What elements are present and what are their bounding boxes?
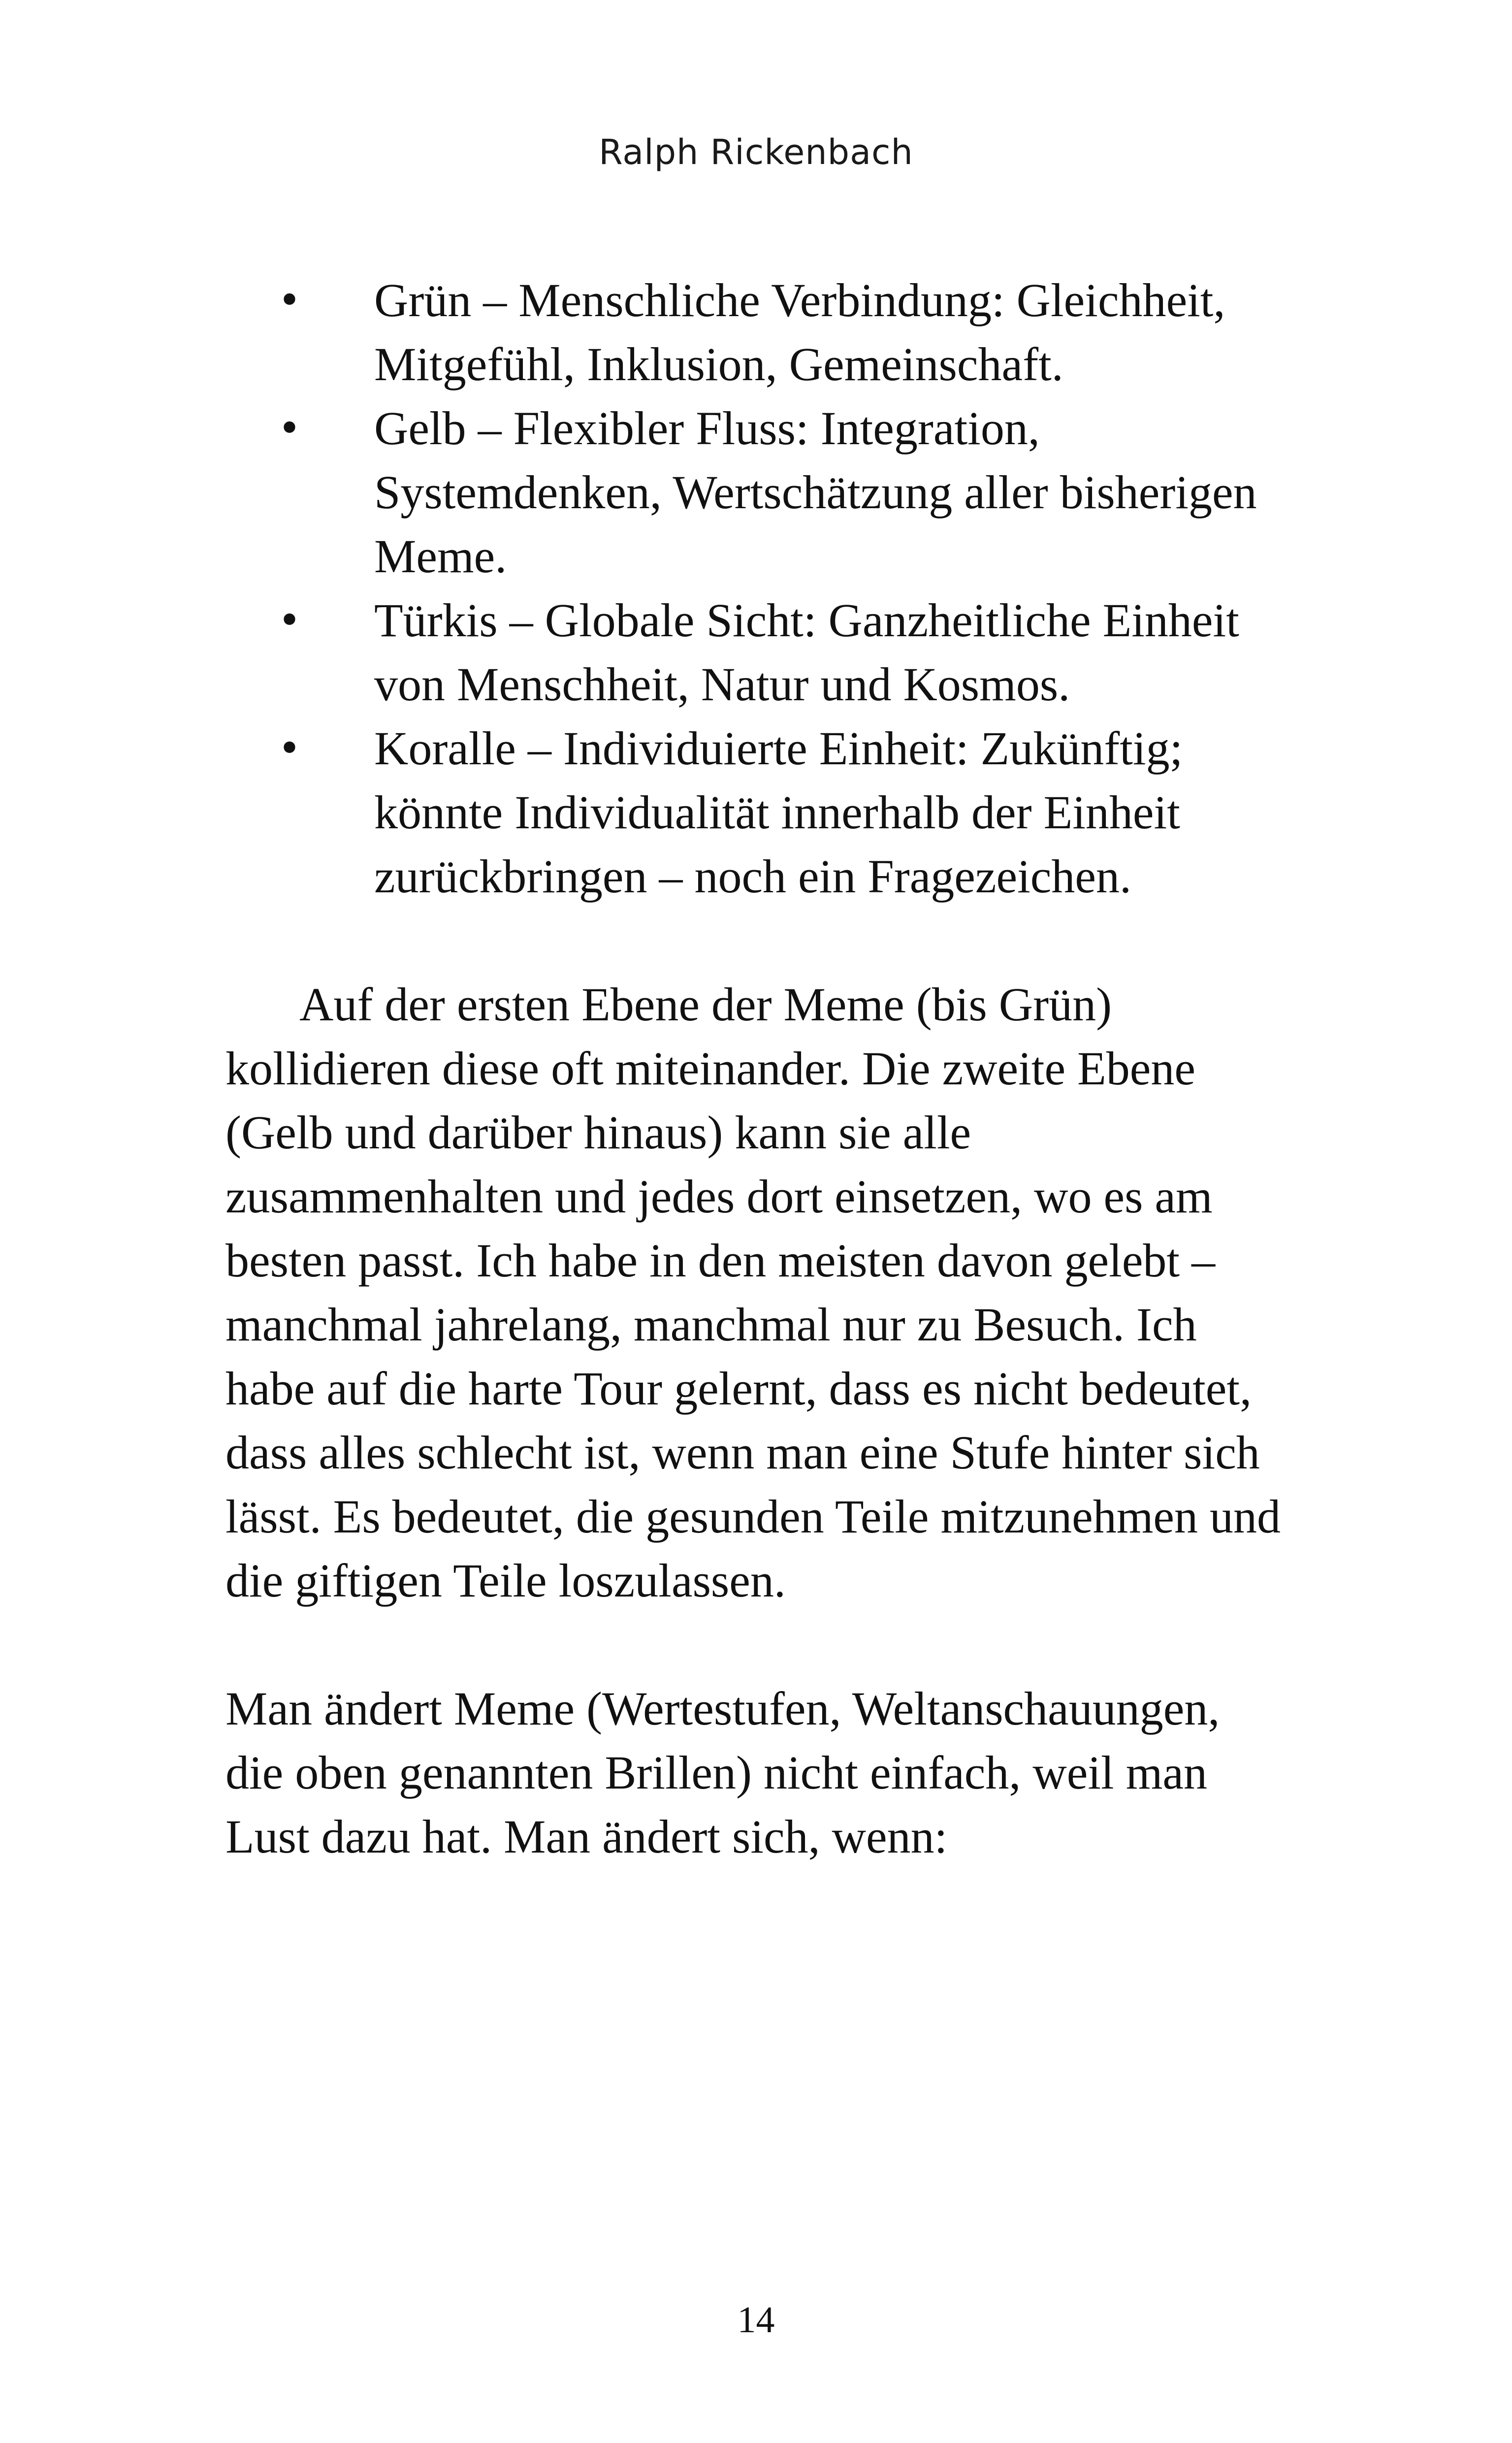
list-item: [225, 268, 1289, 396]
list-item-text: Gelb – Flexibler Fluss: Integration, Systemdenken, Wertschätzung aller bisherigen Meme.: [374, 402, 1257, 583]
list-item-text: Koralle – Individuierte Einheit: Zukünftig; könnte Individualität innerhalb der Einheit zurückbringen – noch ein Fragezeichen.: [374, 722, 1183, 903]
page-number: 14: [737, 2299, 775, 2341]
meme-bullet-list: [225, 268, 1289, 909]
bullet-icon: •: [278, 725, 301, 771]
list-item-text: Türkis – Globale Sicht: Ganzheitliche Einheit von Menschheit, Natur und Kosmos.: [374, 594, 1239, 711]
page-body: [225, 268, 1289, 1869]
list-item: [225, 717, 1289, 909]
bullet-icon: •: [278, 597, 301, 643]
list-item: [225, 588, 1289, 717]
list-item: [225, 396, 1289, 588]
bullet-icon: •: [278, 405, 301, 451]
running-header-author: Ralph Rickenbach: [599, 132, 913, 172]
body-paragraph-changing-memes: Man ändert Meme (Wertestufen, Weltanschauungen, die oben genannten Brillen) nicht einfach, weil man Lust dazu hat. Man ändert sich, wenn:: [225, 1682, 1220, 1863]
body-paragraph-meme-levels: Auf der ersten Ebene der Meme (bis Grün) kollidieren diese oft miteinander. Die zweite Ebene (Gelb und darüber hinaus) kann sie alle zusammenhalten und jedes dort einsetzen, wo es am besten passt. Ich habe in den meisten davon gelebt – manchmal jahrelang, manchmal nur zu Besuch. Ich habe auf die harte Tour gelernt, dass es nicht bedeutet, dass alles schlecht ist, wenn man eine Stufe hinter sich lässt. Es bedeutet, die gesunden Teile mitzunehmen und die giftigen Teile loszulassen.: [225, 978, 1281, 1607]
list-item-text: Grün – Menschliche Verbindung: Gleichheit, Mitgefühl, Inklusion, Gemeinschaft.: [374, 274, 1225, 391]
bullet-icon: •: [278, 277, 301, 323]
